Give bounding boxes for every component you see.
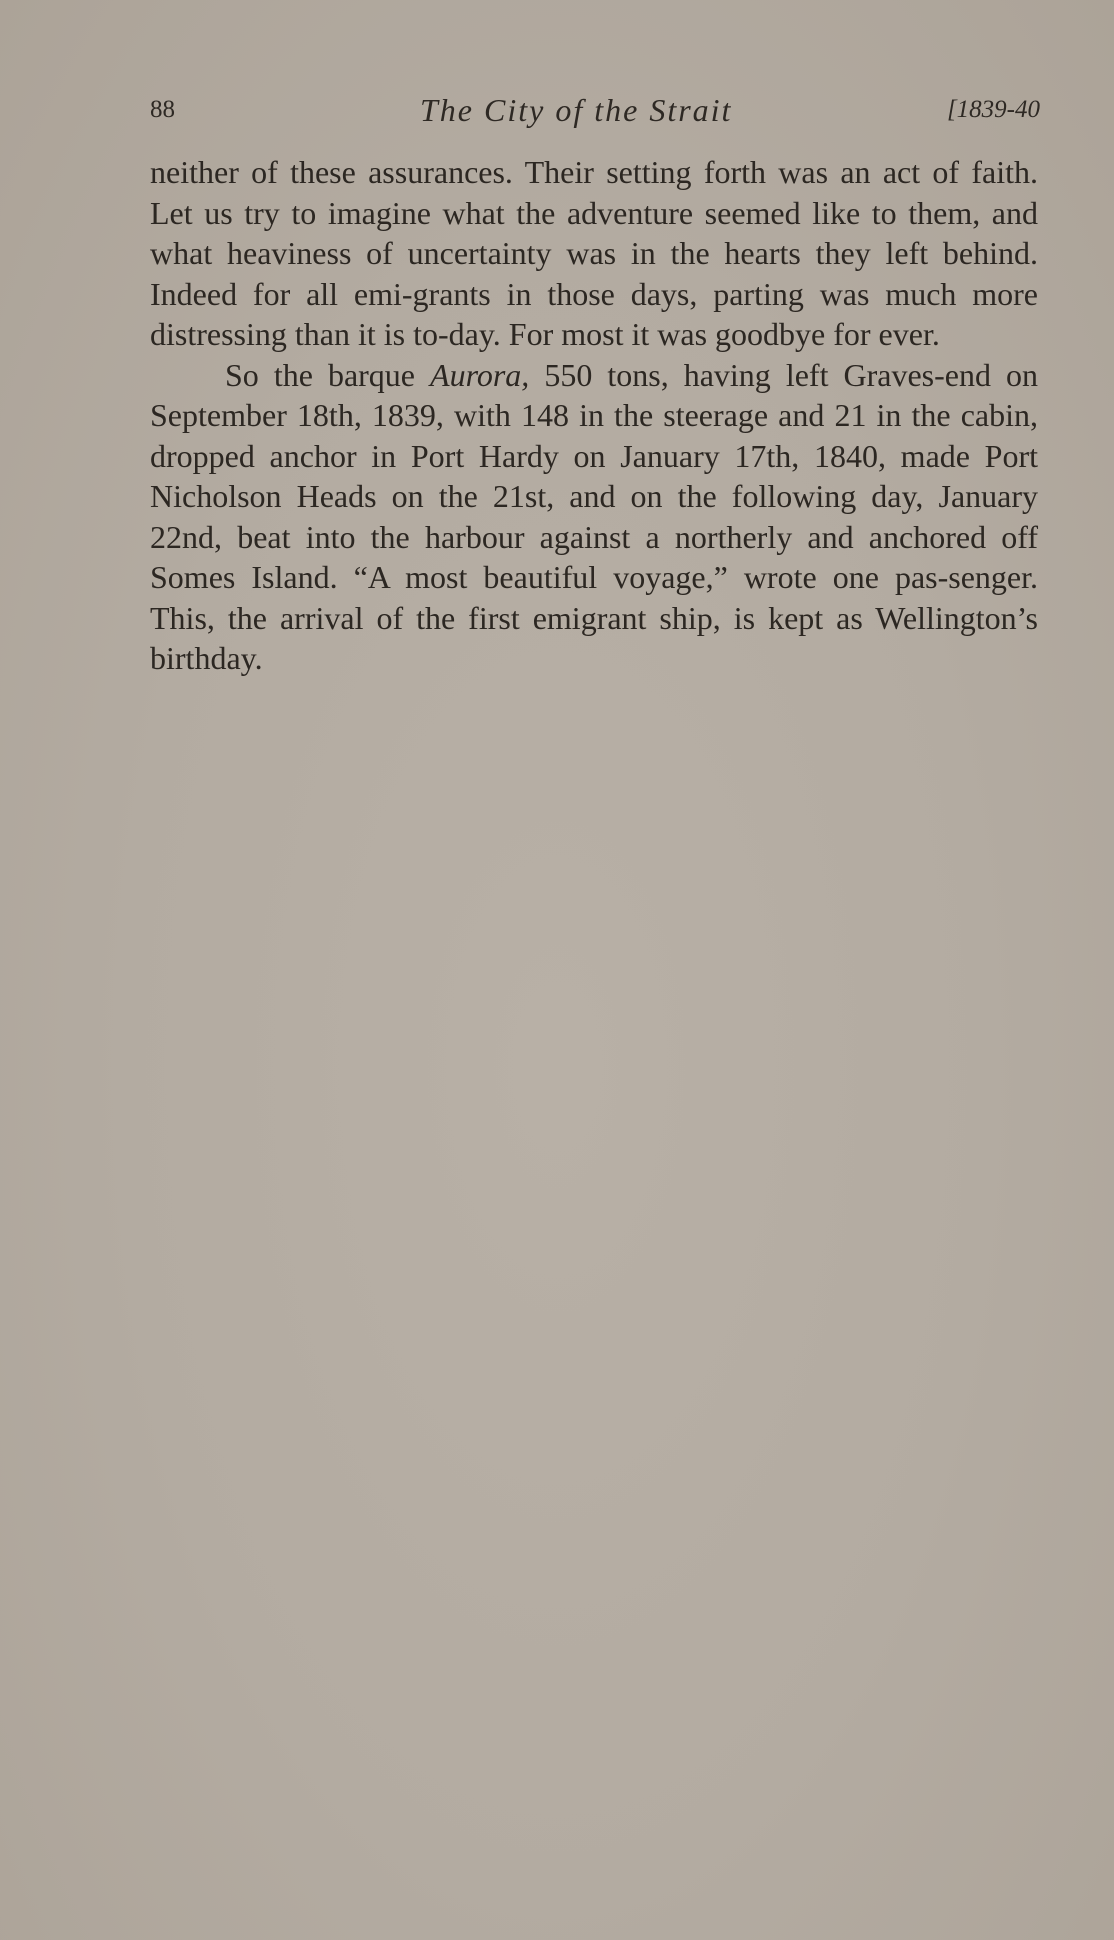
page-number: 88 <box>150 96 175 123</box>
running-date: [1839-40 <box>946 96 1040 123</box>
ship-name: Aurora, <box>430 356 530 393</box>
paragraph-2-start: So the barque <box>225 356 431 393</box>
paragraph-2 <box>150 355 1038 679</box>
running-title: The City of the Strait <box>420 92 733 128</box>
paragraph-1: neither of these assurances. Their setting forth was an act of faith. Let us try to imagine what the adventure seemed like to them, and what heaviness of uncertainty was in the hearts they left behind. Indeed for all emi-grants in those days, parting was much more distressing than it is to-day. For most it was goodbye for ever. <box>150 154 1038 352</box>
body-text <box>150 152 1038 679</box>
paragraph-2-end: 550 tons, having left Graves-end on September 18th, 1839, with 148 in the steerage and 21 in the cabin, dropped anchor in Port Hardy on January 17th, 1840, made Port Nicholson Heads on the 21st, and on the following day, January 22nd, beat into the harbour against a northerly and anchored off Somes Island. “A most beautiful voyage,” wrote one pas-senger. This, the arrival of the first emigrant ship, is kept as Wellington’s birthday. <box>150 356 1039 676</box>
running-head <box>150 92 1040 132</box>
